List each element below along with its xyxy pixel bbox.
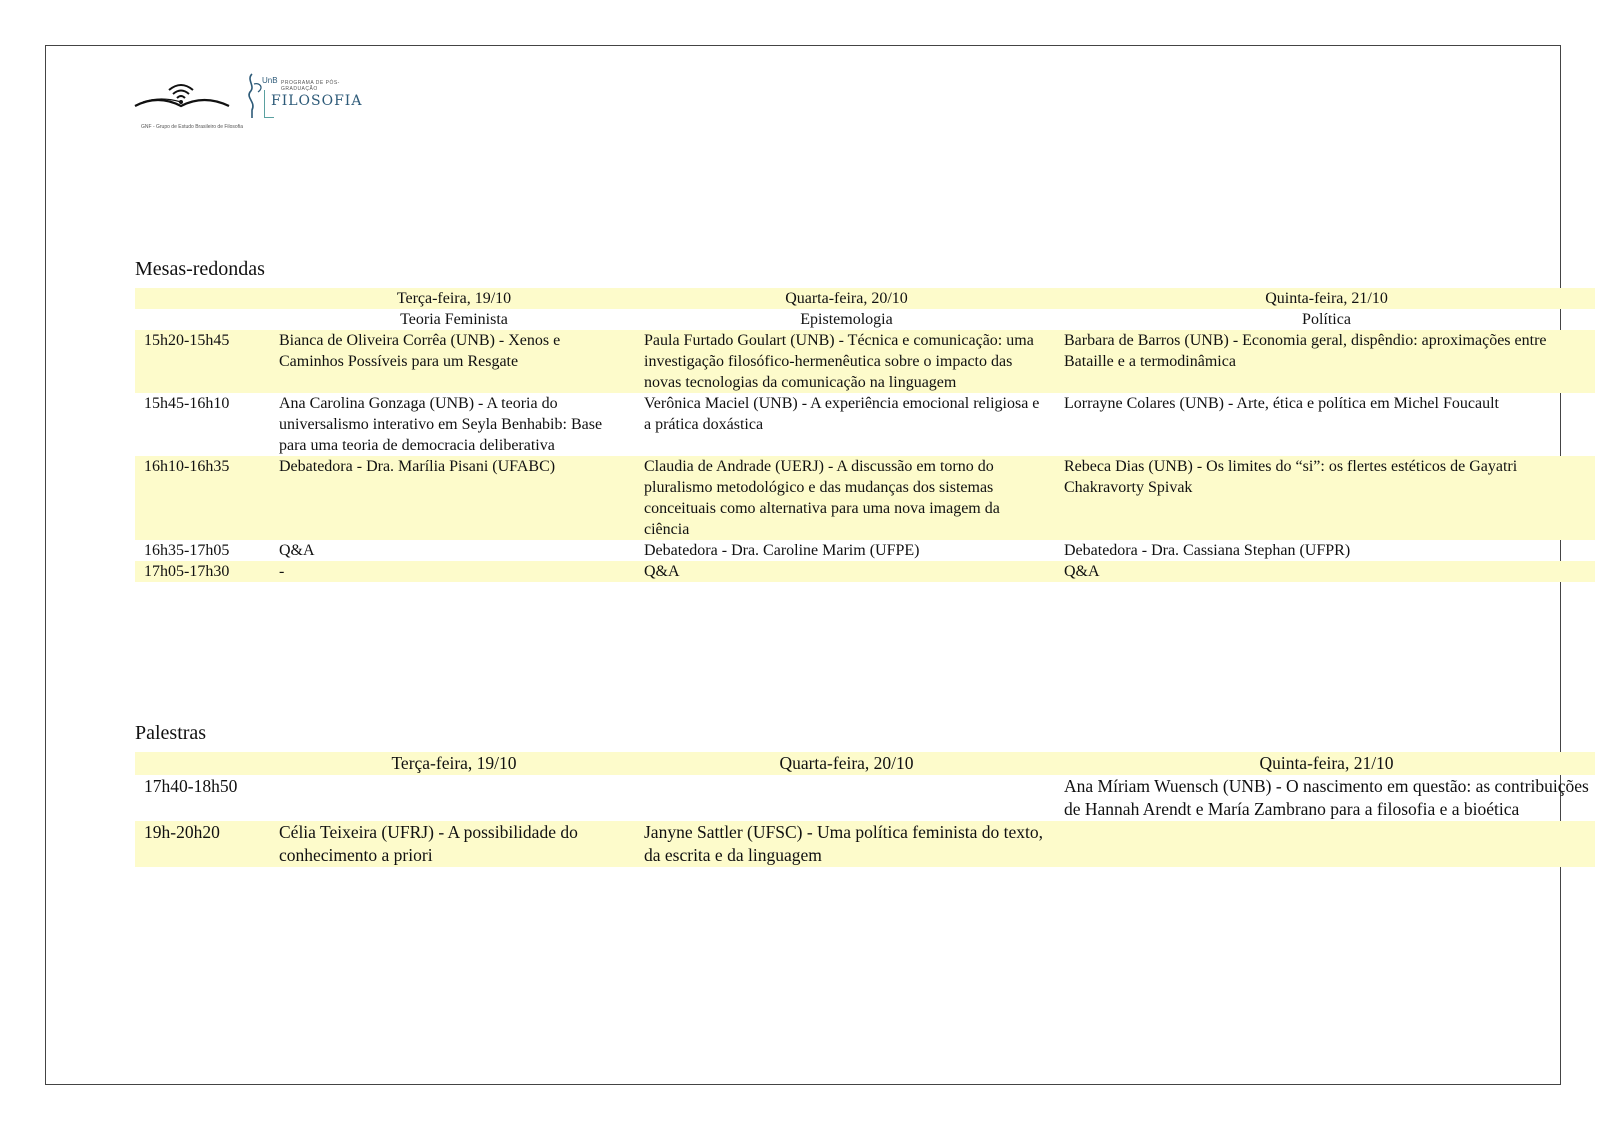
session-cell: Q&A [279,542,315,559]
session-cell: Bianca de Oliveira Corrêa (UNB) - Xenos e Caminhos Possíveis para um Resgate [270,330,635,393]
session-cell: Ana Carolina Gonzaga (UNB) - A teoria do universalismo interativo em Seyla Benhabib: Base para uma teoria de democracia deliberativa [279,395,603,454]
session-cell: Debatedora - Dra. Marília Pisani (UFABC) [270,456,635,540]
session-cell: - [270,561,635,582]
filosofia-wordmark: FILOSOFIA [271,93,363,109]
table-row [135,330,1595,393]
time-cell: 17h05-17h30 [135,561,270,582]
session-cell: Ana Míriam Wuensch (UNB) - O nascimento em questão: as contribuições de Hannah Arendt e María Zambrano para a filosofia e a bioética [1064,776,1589,819]
palestras-title: Palestras [135,722,207,744]
session-cell: Claudia de Andrade (UERJ) - A discussão em torno do pluralismo metodológico e das mudanças dos sistemas conceituais como alternativa para uma nova imagem da ciência [635,456,1055,540]
session-cell: Rebeca Dias (UNB) - Os limites do “si”: os flertes estéticos de Gayatri Chakravorty Spivak [1055,456,1595,540]
theme-header: Epistemologia [800,311,893,328]
time-cell: 19h-20h20 [135,821,270,867]
session-cell: Q&A [635,561,1055,582]
unb-brand: UnB [262,76,278,85]
session-cell: Célia Teixeira (UFRJ) - A possibilidade do conhecimento a priori [270,821,635,867]
theme-header: Teoria Feminista [400,311,508,328]
program-caption: PROGRAMA DE PÓS-GRADUAÇÃO [281,80,340,92]
time-cell: 17h40-18h50 [144,776,238,796]
empty-cell [135,752,270,775]
mesas-themes-row [135,309,1595,330]
session-cell: Paula Furtado Goulart (UNB) - Técnica e comunicação: uma investigação filosófico-hermenêutica sobre o impacto das novas tecnologias da comunicação na linguagem [635,330,1055,393]
session-cell [270,775,635,821]
gnf-logo-icon [133,72,233,128]
table-row [135,540,1595,561]
table-row [135,775,1595,821]
time-cell: 15h20-15h45 [135,330,270,393]
table-row [135,456,1595,540]
time-cell: 15h45-16h10 [144,395,230,412]
empty-cell [135,288,270,309]
day-header: Quinta-feira, 21/10 [1055,752,1595,775]
empty-cell [135,309,270,330]
day-header: Terça-feira, 19/10 [270,288,635,309]
session-cell: Debatedora - Dra. Cassiana Stephan (UFPR) [1064,542,1351,559]
time-cell: 16h10-16h35 [135,456,270,540]
theme-header: Política [1302,311,1351,328]
session-cell: Lorrayne Colares (UNB) - Arte, ética e política em Michel Foucault [1064,395,1499,412]
session-cell: Barbara de Barros (UNB) - Economia geral, dispêndio: aproximações entre Bataille e a termodinâmica [1055,330,1595,393]
table-row [135,821,1595,867]
gnf-logo-caption: GNF - Grupo de Estudo Brasileiro de Filosofia [141,124,243,130]
time-cell: 16h35-17h05 [144,542,230,559]
session-cell: Janyne Sattler (UFSC) - Uma política feminista do texto, da escrita e da linguagem [635,821,1055,867]
palestras-table [135,752,1595,867]
day-header: Quarta-feira, 20/10 [635,752,1055,775]
session-cell [1055,821,1595,867]
table-row [135,393,1595,456]
mesas-days-row [135,288,1595,309]
mesas-title: Mesas-redondas [135,258,265,280]
palestras-days-row [135,752,1595,775]
session-cell [635,775,1055,821]
day-header: Quinta-feira, 21/10 [1055,288,1595,309]
day-header: Quarta-feira, 20/10 [635,288,1055,309]
session-cell: Debatedora - Dra. Caroline Marim (UFPE) [644,542,920,559]
mesas-table [135,288,1595,582]
day-header: Terça-feira, 19/10 [270,752,635,775]
table-row [135,561,1595,582]
session-cell: Verônica Maciel (UNB) - A experiência emocional religiosa e a prática doxástica [644,395,1040,433]
session-cell: Q&A [1055,561,1595,582]
